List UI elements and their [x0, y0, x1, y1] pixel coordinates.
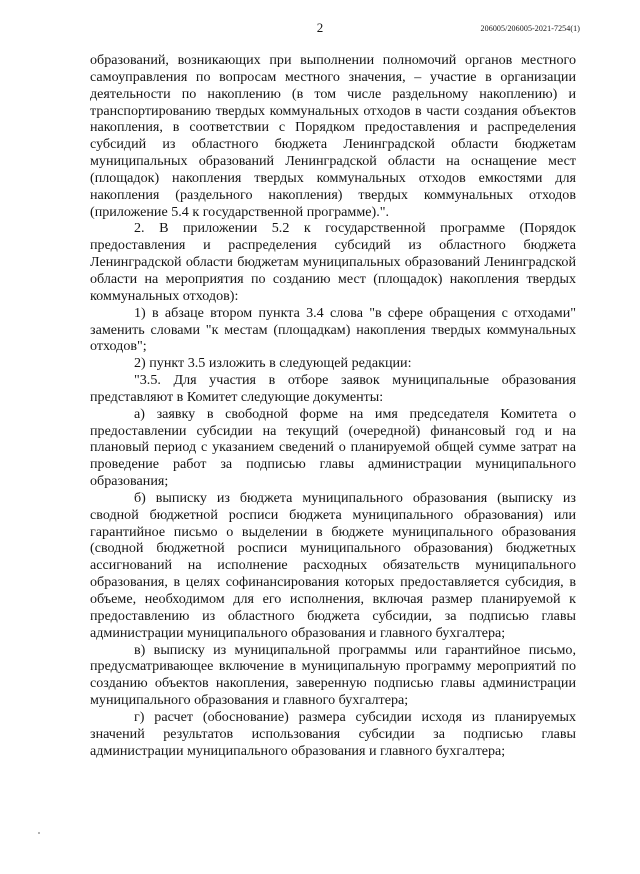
- page-number: 2: [316, 20, 324, 35]
- paragraph-7: б) выписку из бюджета муниципального образования (выписку из сводной бюджетной росписи бюджета муниципального образования) или гарантийное письмо о выделении в бюджете муниципального образования (сводной бюджетной росписи муниципального образования) бюджетных ассигнований на исполнение расходных обязательств муниципального образования, в целях софинансирования которых предоставляется субсидия, в объеме, необходимом для его исполнения, включая размер планируемой к предоставлению из областного бюджета субсидии, за подписью главы администрации муниципального образования и главного бухгалтера;: [90, 489, 576, 641]
- paragraph-1: образований, возникающих при выполнении полномочий органов местного самоуправления по вопросам местного значения, – участие в организации деятельности по накоплению (в том числе раздельному накоплению) и транспортированию твердых коммунальных отходов в части создания объектов накопления, в соответствии с Порядком предоставления и распределения субсидий из областного бюджета Ленинградской области бюджетам муниципальных образований Ленинградской области на оснащение мест (площадок) накопления твердых коммунальных отходов емкостями для накопления (раздельного накопления) твердых коммунальных отходов (приложение 5.4 к государственной программе).".: [90, 52, 576, 220]
- paragraph-6: а) заявку в свободной форме на имя председателя Комитета о предоставлении субсидии на текущий (очередной) финансовый год и на плановый период с указанием сведений о планируемой общей сумме затрат на проведение работ за подписью главы администрации муниципального образования;: [90, 405, 576, 490]
- paragraph-9: г) расчет (обоснование) размера субсидии исходя из планируемых значений результатов использования субсидии за подписью главы администрации муниципального образования и главного бухгалтера;: [90, 708, 576, 759]
- paragraph-8: в) выписку из муниципальной программы или гарантийное письмо, предусматривающее включение в муниципальную программу мероприятий по созданию объектов накопления, заверенную подписью главы администрации муниципального образования и главного бухгалтера;: [90, 641, 576, 709]
- paragraph-5: "3.5. Для участия в отборе заявок муниципальные образования представляют в Комитет следующие документы:: [90, 372, 576, 405]
- scan-speck: [38, 832, 40, 834]
- paragraph-2: 2. В приложении 5.2 к государственной программе (Порядок предоставления и распределения субсидий из областного бюджета Ленинградской области бюджетам муниципальных образований Ленинградской области на мероприятия по созданию мест (площадок) накопления твердых коммунальных отходов):: [90, 220, 576, 304]
- document-code: 206005/206005-2021-7254(1): [480, 24, 580, 33]
- paragraph-4: 2) пункт 3.5 изложить в следующей редакции:: [134, 355, 412, 372]
- paragraph-3: 1) в абзаце втором пункта 3.4 слова "в сфере обращения с отходами" заменить словами "к местам (площадкам) накопления твердых коммунальных отходов";: [90, 304, 576, 355]
- document-body: [90, 52, 576, 759]
